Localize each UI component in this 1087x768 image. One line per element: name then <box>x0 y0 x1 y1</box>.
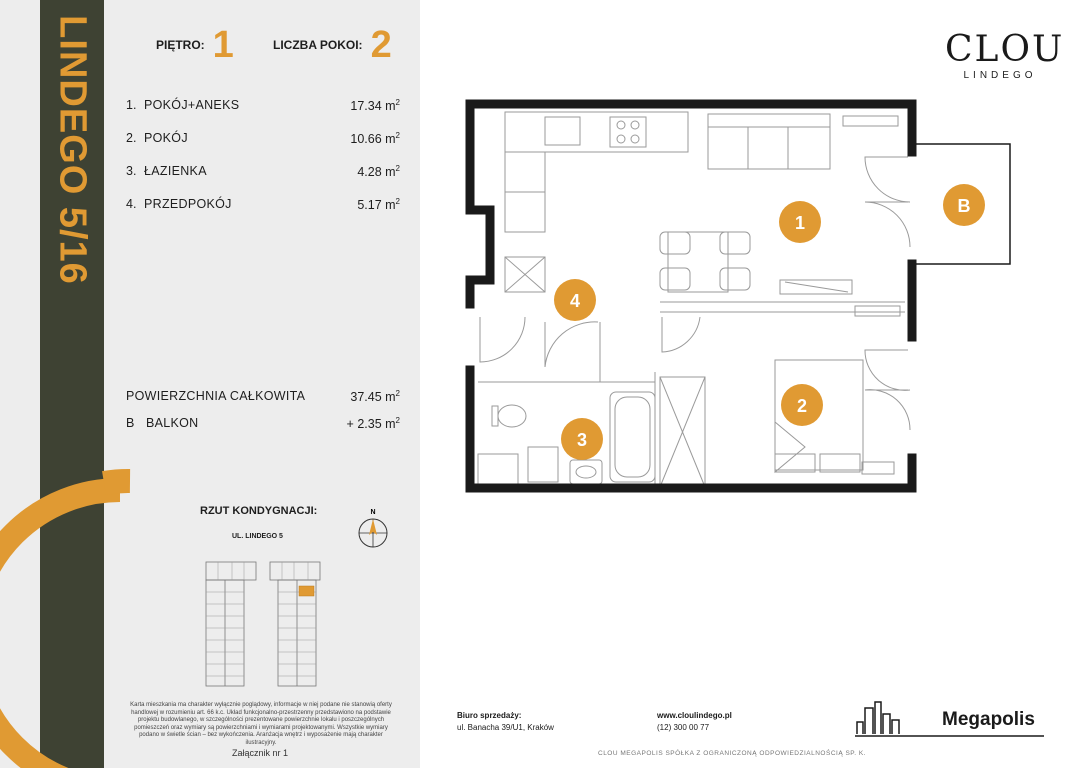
room-index: 3. <box>126 164 137 178</box>
room-name: ŁAZIENKA <box>144 164 207 178</box>
side-title <box>40 0 104 300</box>
sales-office-address: ul. Banacha 39/U1, Kraków <box>457 723 554 732</box>
apartment-floor-plan <box>450 92 1030 512</box>
floor-label: PIĘTRO: <box>156 38 205 52</box>
room-area: 4.28 $m^2$ <box>357 164 400 180</box>
room-index: 2. <box>126 131 137 145</box>
total-area-value: 37.45 $m^2$ <box>350 389 400 405</box>
room-row <box>126 197 400 217</box>
room-area: 17.34 $m^2$ <box>350 98 400 114</box>
north-label: N <box>370 509 376 516</box>
company-name: CLOU MEGAPOLIS SPÓŁKA Z OGRANICZONĄ ODPOWIEDZIALNOŚCIĄ SP. K. <box>598 750 867 757</box>
floor-plan-title: RZUT KONDYGNACJI: <box>200 505 318 517</box>
phone-number[interactable]: (12) 300 00 77 <box>657 723 710 732</box>
rooms-count-value: 2 <box>370 24 392 66</box>
clou-logo-sub: LINDEGO <box>963 70 1037 81</box>
balcony-label: B BALKON <box>126 416 199 430</box>
compass-icon <box>356 507 390 551</box>
room-marker-4-label: 4 <box>569 291 581 311</box>
total-area-label: POWIERZCHNIA CAŁKOWITA <box>126 389 306 403</box>
apartment-code: LINDEGO 5/16 <box>51 15 94 285</box>
apartment-marker <box>299 586 314 596</box>
room-marker-3-label: 3 <box>576 430 588 450</box>
clou-logo-text: CLOU <box>945 29 1065 70</box>
room-marker-2-label: 2 <box>796 396 808 416</box>
sales-office-label: Biuro sprzedaży: <box>457 711 522 720</box>
rooms-count-label: LICZBA POKOI: <box>273 38 363 52</box>
room-marker-1-label: 1 <box>794 213 806 233</box>
room-name: PRZEDPOKÓJ <box>144 197 232 211</box>
room-row <box>126 164 400 184</box>
balcony-marker-label: B <box>957 196 971 216</box>
info-panel <box>0 0 420 768</box>
room-area: 10.66 $m^2$ <box>350 131 400 147</box>
brand-logo <box>945 29 1065 81</box>
contact-info <box>657 710 732 734</box>
room-index: 4. <box>126 197 137 211</box>
room-row <box>126 98 400 118</box>
room-index: 1. <box>126 98 137 112</box>
disclaimer-text: Karta mieszkania ma charakter wyłącznie poglądowy, informacje w niej podane nie stanowią oferty handlowej w rozumieniu art. 66 k.c. Układ funkcjonalno-przestrzenny przedstawiono na podstawie projektu budowlanego, w szczególności prezentowane powierzchnie lokalu i poszczególnych pomieszczeń oraz wymiary są powierzchniami i wymiarami projektowanymi. Wszystkie wymiary podano w świetle ścian – bez wykończenia. Aranżacja wnętrz i wyposażenie mają charakter ilustracyjny. <box>130 702 392 746</box>
building-floor-plan <box>198 556 328 690</box>
balcony-area: + 2.35 $m^2$ <box>346 416 400 432</box>
megapolis-logo-text: Megapolis <box>942 709 1035 730</box>
room-name: POKÓJ <box>144 131 188 145</box>
room-row <box>126 131 400 151</box>
website-link[interactable]: www.cloulindego.pl <box>657 711 732 720</box>
sales-office <box>457 710 554 734</box>
floor-value: 1 <box>212 24 234 66</box>
room-area: 5.17 $m^2$ <box>357 197 400 213</box>
floor-info <box>156 26 234 64</box>
street-label: UL. LINDEGO 5 <box>232 533 283 540</box>
rooms-count-info <box>273 26 392 64</box>
annex-label: Załącznik nr 1 <box>231 748 289 758</box>
room-name: POKÓJ+ANEKS <box>144 98 240 112</box>
